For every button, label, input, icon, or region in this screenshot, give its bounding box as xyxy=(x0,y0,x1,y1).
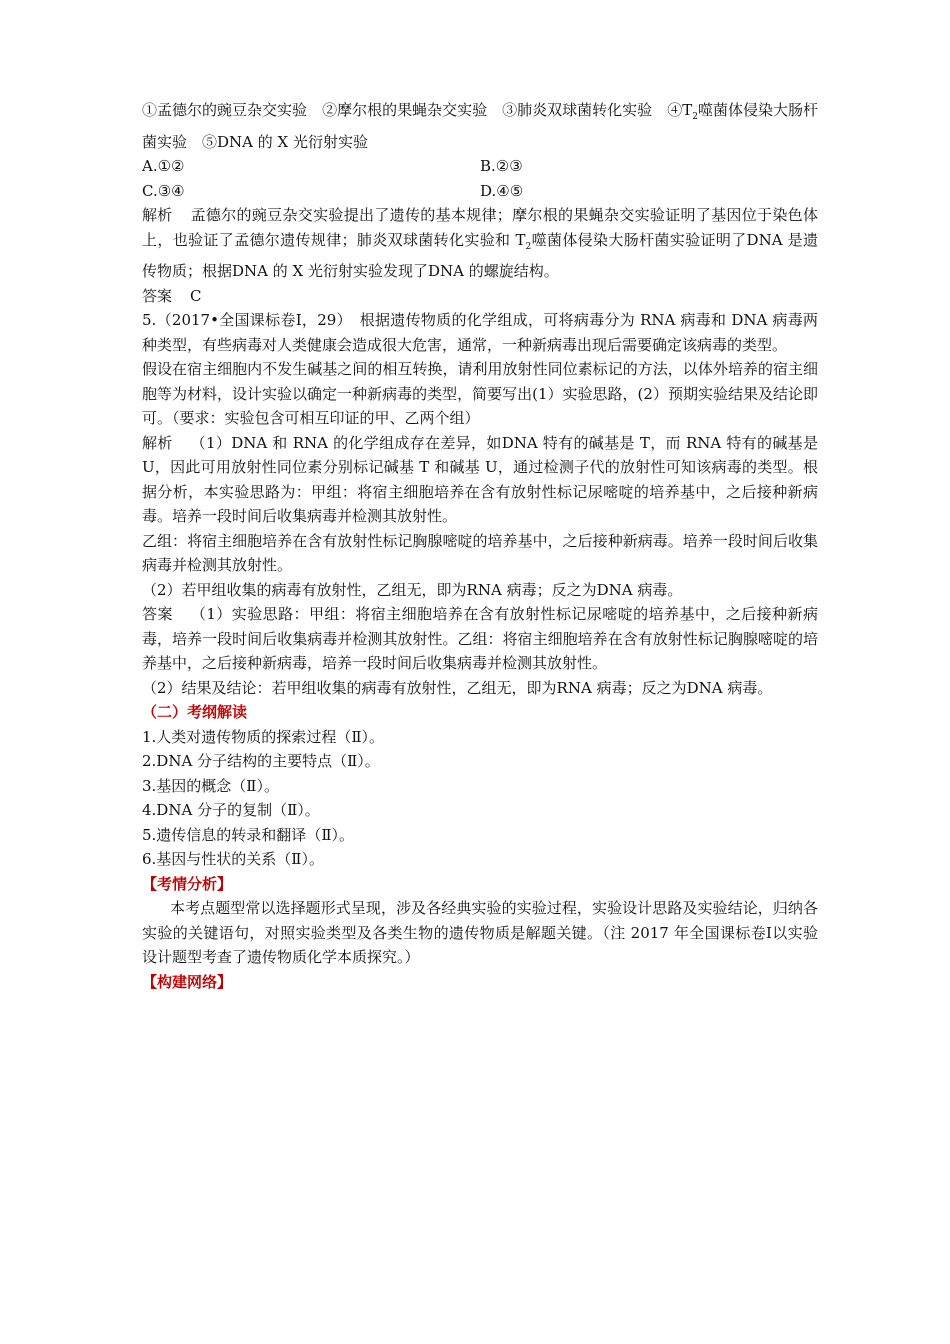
q5-stem-2: 假设在宿主细胞内不发生碱基之间的相互转换，请利用放射性同位素标记的方法，以体外培养的宿主细胞等为材料，设计实验以确定一种新病毒的类型，简要写出(1）实验思路，(2）预期实验结果及结论即可。（要求：实验包含可相互印证的甲、乙两个组） xyxy=(142,360,818,427)
q4-analysis-part1: 孟德尔的豌豆杂交实验提出了遗传的基本规律；摩尔根的果蝇杂交实验证明了基因位于染色体上，也验证了孟德尔遗传规律；肺炎双球菌转化实验和 T xyxy=(142,206,818,249)
q5-answer-part1: （1）实验思路：甲组：将宿主细胞培养在含有放射性标记尿嘧啶的培养基中，之后接种新病毒，培养一段时间后收集病毒并检测其放射性。乙组：将宿主细胞培养在含有放射性标记胸腺嘧啶的培养基中，之后接种新病毒，培养一段时间后收集病毒并检测其放射性。 xyxy=(142,605,818,672)
q5-analysis-label: 解析 xyxy=(142,433,173,452)
q4-options-row-2 xyxy=(142,179,818,204)
q4-stem-subscript: 2 xyxy=(692,112,698,122)
q4-answer-label: 答案 xyxy=(142,286,173,305)
q4-analysis-label: 解析 xyxy=(142,206,173,224)
q5-analysis-3: （2）若甲组收集的病毒有放射性，乙组无，即为RNA 病毒；反之为DNA 病毒。 xyxy=(142,580,683,599)
outline-item: 2.DNA 分子结构的主要特点（Ⅱ）。 xyxy=(142,752,380,770)
network-heading: 【构建网络】 xyxy=(142,972,233,991)
q4-stem-part1: ①孟德尔的豌豆杂交实验 ②摩尔根的果蝇杂交实验 ③肺炎双球菌转化实验 ④T xyxy=(142,101,693,119)
q4-options-row-1 xyxy=(142,154,818,179)
outline-item: 1.人类对遗传物质的探索过程（Ⅱ）。 xyxy=(142,727,385,746)
q4-option-a: A.①② xyxy=(142,157,185,175)
q5-answer-label: 答案 xyxy=(142,605,173,623)
outline-item: 3.基因的概念（Ⅱ）。 xyxy=(142,776,280,795)
document-page xyxy=(142,98,818,994)
q4-option-c: C.③④ xyxy=(142,181,185,200)
q4-option-d: D.④⑤ xyxy=(480,181,524,200)
outline-heading: （二）考纲解读 xyxy=(142,703,248,721)
q4-analysis xyxy=(142,203,818,284)
q4-analysis-part2: 噬菌体侵染大肠杆菌实验证明了DNA 是遗传物质；根据DNA 的 X 光衍射实验发现了DNA 的螺旋结构。 xyxy=(142,230,818,280)
q5-answer xyxy=(142,602,818,676)
outline-list xyxy=(142,725,818,872)
q4-stem xyxy=(142,98,818,154)
outline-item: 6.基因与性状的关系（Ⅱ）。 xyxy=(142,850,325,868)
q5-analysis-part1: （1）DNA 和 RNA 的化学组成存在差异，如DNA 特有的碱基是 T，而 RNA 特有的碱基是 U，因此可用放射性同位素分别标记碱基 T 和碱基 U，通过检测子代的放射性可知该病毒的类型。根据分析，本实验思路为：甲组：将宿主细胞培养在含有放射性标记尿嘧啶的培养基中，之后接种新病毒。培养一段时间后收集病毒并检测其放射性。 xyxy=(142,433,818,525)
q4-answer-value: C xyxy=(190,286,202,305)
q5-answer-2: （2）结果及结论：若甲组收集的病毒有放射性，乙组无，即为RNA 病毒；反之为DNA 病毒。 xyxy=(142,678,773,697)
q5-analysis xyxy=(142,431,818,529)
exam-analysis-heading: 【考情分析】 xyxy=(142,874,233,893)
q4-stem-part2: 噬菌体侵染大肠杆菌实验 ⑤DNA 的 X 光衍射实验 xyxy=(142,101,818,151)
outline-item: 4.DNA 分子的复制（Ⅱ）。 xyxy=(142,801,320,819)
q5-stem: 5.（2017•全国课标卷Ⅰ，29） 根据遗传物质的化学组成，可将病毒分为 RNA 病毒和 DNA 病毒两种类型，有些病毒对人类健康会造成很大危害，通常，一种新病毒出现后需要确定该病毒的类型。 xyxy=(142,311,818,354)
outline-item: 5.遗传信息的转录和翻译（Ⅱ）。 xyxy=(142,825,355,844)
q4-answer xyxy=(142,284,818,309)
exam-analysis-body: 本考点题型常以选择题形式呈现，涉及各经典实验的实验过程，实验设计思路及实验结论，归纳各实验的关键语句，对照实验类型及各类生物的遗传物质是解题关键。（注 2017 年全国课标卷Ⅰ以实验设计题型考查了遗传物质化学本质探究。） xyxy=(142,899,818,966)
q4-analysis-subscript: 2 xyxy=(525,241,532,252)
q4-option-b: B.②③ xyxy=(480,157,523,175)
q5-analysis-2: 乙组：将宿主细胞培养在含有放射性标记胸腺嘧啶的培养基中，之后接种新病毒。培养一段时间后收集病毒并检测其放射性。 xyxy=(142,531,818,574)
